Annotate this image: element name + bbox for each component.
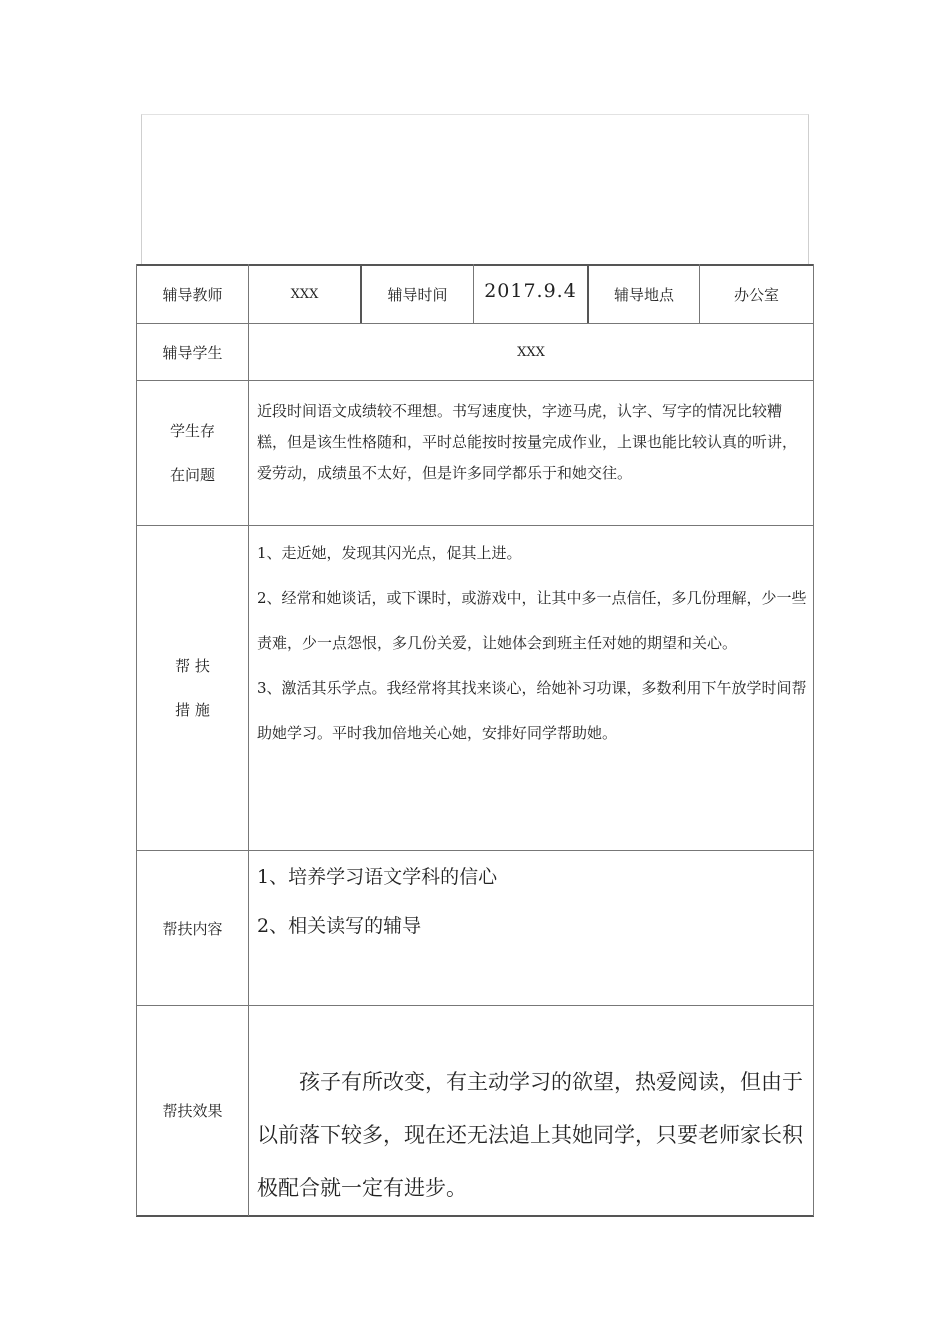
content-label: 帮扶内容	[162, 919, 223, 938]
label-column-divider	[248, 264, 249, 1216]
measures-list	[257, 531, 809, 756]
content-item-1: 1、培养学习语文学科的信心	[257, 866, 498, 888]
problems-text: 近段时间语文成绩较不理想。书写速度快，字迹马虎，认字、写字的情况比较糟糕，但是该生性格随和，平时总能按时按量完成作业，上课也能比较认真的听讲，爱劳动，成绩虽不太好，但是许多同学都乐于和她交往。	[257, 402, 798, 482]
problems-label-line1: 学生存	[169, 422, 215, 440]
table-right-border	[813, 264, 814, 1216]
table-bottom-border	[136, 1215, 814, 1217]
measure-item-2: 2、经常和她谈话，或下课时，或游戏中，让其中多一点信任，多几份理解，少一些责难，少一点怨恨，多几份关爱，让她体会到班主任对她的期望和关心。	[257, 589, 807, 652]
measures-label-line1: 帮 扶	[175, 657, 210, 675]
problems-label	[137, 381, 248, 525]
place-label: 辅导地点	[613, 285, 674, 304]
problems-label-line2: 在问题	[169, 466, 215, 484]
measures-label	[137, 526, 248, 850]
effect-text: 孩子有所改变，有主动学习的欲望，热爱阅读，但由于以前落下较多，现在还无法追上其她同学，只要老师家长积极配合就一定有进步。	[257, 1070, 803, 1200]
measure-item-1: 1、走近她，发现其闪光点，促其上进。	[257, 544, 522, 562]
measures-label-line2: 措 施	[175, 701, 210, 719]
teacher-label: 辅导教师	[162, 285, 223, 304]
teacher-value: XXX	[290, 286, 319, 302]
effect-label: 帮扶效果	[162, 1102, 223, 1120]
place-value: 办公室	[733, 285, 779, 304]
student-value: XXX	[517, 344, 545, 360]
top-blank-frame	[141, 114, 809, 264]
time-value: 2017.9.4	[484, 280, 577, 302]
content-list	[257, 853, 809, 951]
time-label: 辅导时间	[387, 285, 448, 304]
student-label: 辅导学生	[162, 343, 223, 362]
measure-item-3: 3、激活其乐学点。我经常将其找来谈心，给她补习功课，多数利用下午放学时间帮助她学习。平时我加倍地关心她，安排好同学帮助她。	[257, 679, 807, 742]
content-item-2: 2、相关读写的辅导	[257, 915, 422, 937]
